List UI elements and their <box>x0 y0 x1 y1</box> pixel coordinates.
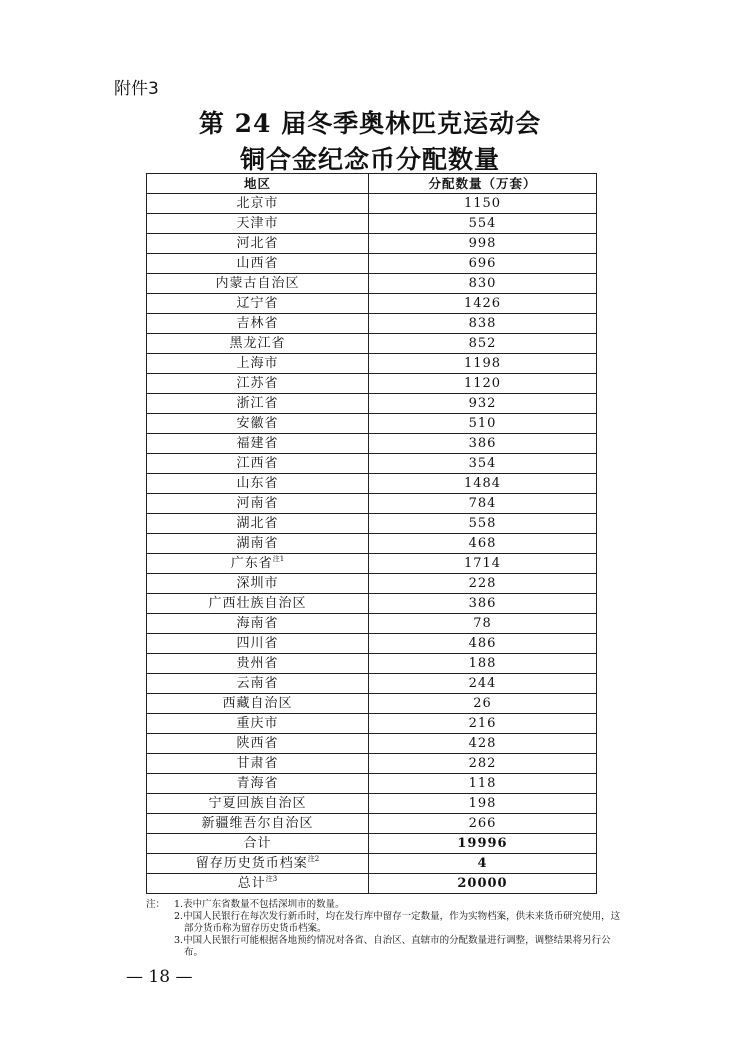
page-number: — 18 — <box>126 967 193 987</box>
table-row <box>147 774 597 794</box>
quantity-cell: 198 <box>369 794 597 814</box>
table-row <box>147 614 597 634</box>
region-cell <box>147 594 369 614</box>
table-row <box>147 534 597 554</box>
quantity-cell: 1150 <box>369 194 597 214</box>
region-name: 云南省 <box>236 676 279 691</box>
table-row <box>147 254 597 274</box>
quantity-cell: 1120 <box>369 374 597 394</box>
quantity-cell: 554 <box>369 214 597 234</box>
table-row <box>147 514 597 534</box>
quantity-cell: 118 <box>369 774 597 794</box>
table-row <box>147 574 597 594</box>
footnote-marker: 注1 <box>272 555 285 563</box>
quantity-cell: 26 <box>369 694 597 714</box>
region-name: 广东省 <box>230 556 273 571</box>
region-cell <box>147 674 369 694</box>
region-cell <box>147 454 369 474</box>
region-name: 江苏省 <box>236 376 279 391</box>
region-cell <box>147 834 369 854</box>
quantity-cell: 468 <box>369 534 597 554</box>
table-row <box>147 854 597 874</box>
region-cell <box>147 414 369 434</box>
table-row <box>147 494 597 514</box>
note-3: 3.中国人民银行可能根据各地预约情况对各省、自治区、直辖市的分配数量进行调整，调整结果将另行公布。 <box>174 935 611 958</box>
region-name: 天津市 <box>236 216 279 231</box>
region-cell <box>147 754 369 774</box>
region-cell <box>147 334 369 354</box>
table-row <box>147 214 597 234</box>
table-row <box>147 754 597 774</box>
table-row <box>147 674 597 694</box>
table-row <box>147 694 597 714</box>
region-name: 吉林省 <box>236 316 279 331</box>
region-cell <box>147 194 369 214</box>
quantity-cell: 838 <box>369 314 597 334</box>
header-region: 地区 <box>147 174 369 194</box>
quantity-cell: 558 <box>369 514 597 534</box>
quantity-cell: 1484 <box>369 474 597 494</box>
table-row <box>147 714 597 734</box>
region-cell <box>147 314 369 334</box>
region-cell <box>147 434 369 454</box>
region-name: 重庆市 <box>236 716 279 731</box>
region-name: 北京市 <box>236 196 279 211</box>
quantity-cell: 386 <box>369 594 597 614</box>
region-cell <box>147 874 369 894</box>
quantity-cell: 244 <box>369 674 597 694</box>
region-cell <box>147 694 369 714</box>
region-name: 留存历史货币档案 <box>195 856 308 871</box>
table-row <box>147 654 597 674</box>
table-row <box>147 414 597 434</box>
region-name: 西藏自治区 <box>222 696 293 711</box>
table-row <box>147 794 597 814</box>
quantity-cell: 228 <box>369 574 597 594</box>
region-name: 陕西省 <box>236 736 279 751</box>
region-name: 辽宁省 <box>236 296 279 311</box>
table-row <box>147 314 597 334</box>
footnote-marker: 注2 <box>307 855 320 863</box>
table-row <box>147 834 597 854</box>
note-1: 1.表中广东省数量不包括深圳市的数量。 <box>174 899 345 910</box>
quantity-cell: 266 <box>369 814 597 834</box>
table-row <box>147 634 597 654</box>
table-row <box>147 334 597 354</box>
region-name: 湖南省 <box>236 536 279 551</box>
region-name: 河南省 <box>236 496 279 511</box>
quantity-cell: 998 <box>369 234 597 254</box>
region-cell <box>147 714 369 734</box>
region-cell <box>147 534 369 554</box>
table-row <box>147 474 597 494</box>
quantity-cell: 78 <box>369 614 597 634</box>
region-name: 福建省 <box>236 436 279 451</box>
region-name: 河北省 <box>236 236 279 251</box>
region-name: 江西省 <box>236 456 279 471</box>
quantity-cell: 932 <box>369 394 597 414</box>
region-name: 新疆维吾尔自治区 <box>201 816 314 831</box>
quantity-cell: 188 <box>369 654 597 674</box>
region-cell <box>147 774 369 794</box>
quantity-cell: 1714 <box>369 554 597 574</box>
region-cell <box>147 474 369 494</box>
table-row <box>147 594 597 614</box>
quantity-cell: 830 <box>369 274 597 294</box>
region-name: 合计 <box>243 836 272 851</box>
region-cell <box>147 794 369 814</box>
quantity-cell: 354 <box>369 454 597 474</box>
region-cell <box>147 514 369 534</box>
notes-label: 注： <box>146 899 166 910</box>
quantity-cell: 852 <box>369 334 597 354</box>
region-cell <box>147 554 369 574</box>
region-name: 贵州省 <box>236 656 279 671</box>
region-cell <box>147 614 369 634</box>
region-cell <box>147 814 369 834</box>
quantity-cell: 696 <box>369 254 597 274</box>
region-name: 安徽省 <box>236 416 279 431</box>
region-cell <box>147 294 369 314</box>
region-cell <box>147 634 369 654</box>
region-cell <box>147 734 369 754</box>
table-row <box>147 354 597 374</box>
region-cell <box>147 354 369 374</box>
region-cell <box>147 274 369 294</box>
table-row <box>147 734 597 754</box>
header-quantity: 分配数量（万套） <box>369 174 597 194</box>
note-2: 2.中国人民银行在每次发行新币时，均在发行库中留存一定数量，作为实物档案，供未来货币研究使用，这部分货币称为留存历史货币档案。 <box>174 911 621 934</box>
region-cell <box>147 654 369 674</box>
table-row <box>147 234 597 254</box>
table-row <box>147 434 597 454</box>
region-name: 上海市 <box>236 356 279 371</box>
quantity-cell: 1426 <box>369 294 597 314</box>
region-cell <box>147 494 369 514</box>
allocation-table <box>146 173 597 894</box>
quantity-cell: 216 <box>369 714 597 734</box>
quantity-cell: 784 <box>369 494 597 514</box>
region-cell <box>147 394 369 414</box>
annex-label: 附件3 <box>114 79 159 99</box>
table-row <box>147 874 597 894</box>
quantity-cell: 486 <box>369 634 597 654</box>
region-name: 广西壮族自治区 <box>208 596 307 611</box>
table-row <box>147 374 597 394</box>
footnote-marker: 注3 <box>265 875 278 883</box>
table-body <box>147 194 597 894</box>
region-cell <box>147 234 369 254</box>
quantity-cell: 1198 <box>369 354 597 374</box>
region-name: 甘肃省 <box>236 756 279 771</box>
region-name: 深圳市 <box>236 576 279 591</box>
region-cell <box>147 214 369 234</box>
document-title-line1: 第 24 届冬季奥林匹克运动会 <box>198 109 542 138</box>
region-name: 浙江省 <box>236 396 279 411</box>
quantity-cell: 428 <box>369 734 597 754</box>
region-name: 内蒙古自治区 <box>215 276 300 291</box>
quantity-cell: 19996 <box>369 834 597 854</box>
region-name: 青海省 <box>236 776 279 791</box>
table-row <box>147 814 597 834</box>
document-title-line2: 铜合金纪念币分配数量 <box>239 145 500 174</box>
region-name: 山东省 <box>236 476 279 491</box>
region-name: 总计 <box>237 876 266 891</box>
table-row <box>147 394 597 414</box>
table-row <box>147 454 597 474</box>
region-name: 山西省 <box>236 256 279 271</box>
region-cell <box>147 574 369 594</box>
region-name: 湖北省 <box>236 516 279 531</box>
table-row <box>147 274 597 294</box>
quantity-cell: 282 <box>369 754 597 774</box>
region-cell <box>147 854 369 874</box>
table-header-row <box>147 174 597 194</box>
region-cell <box>147 254 369 274</box>
quantity-cell: 510 <box>369 414 597 434</box>
quantity-cell: 4 <box>369 854 597 874</box>
quantity-cell: 386 <box>369 434 597 454</box>
region-name: 黑龙江省 <box>229 336 286 351</box>
table-row <box>147 554 597 574</box>
table-row <box>147 194 597 214</box>
region-cell <box>147 374 369 394</box>
quantity-cell: 20000 <box>369 874 597 894</box>
table-row <box>147 294 597 314</box>
region-name: 海南省 <box>236 616 279 631</box>
region-name: 宁夏回族自治区 <box>208 796 307 811</box>
region-name: 四川省 <box>236 636 279 651</box>
